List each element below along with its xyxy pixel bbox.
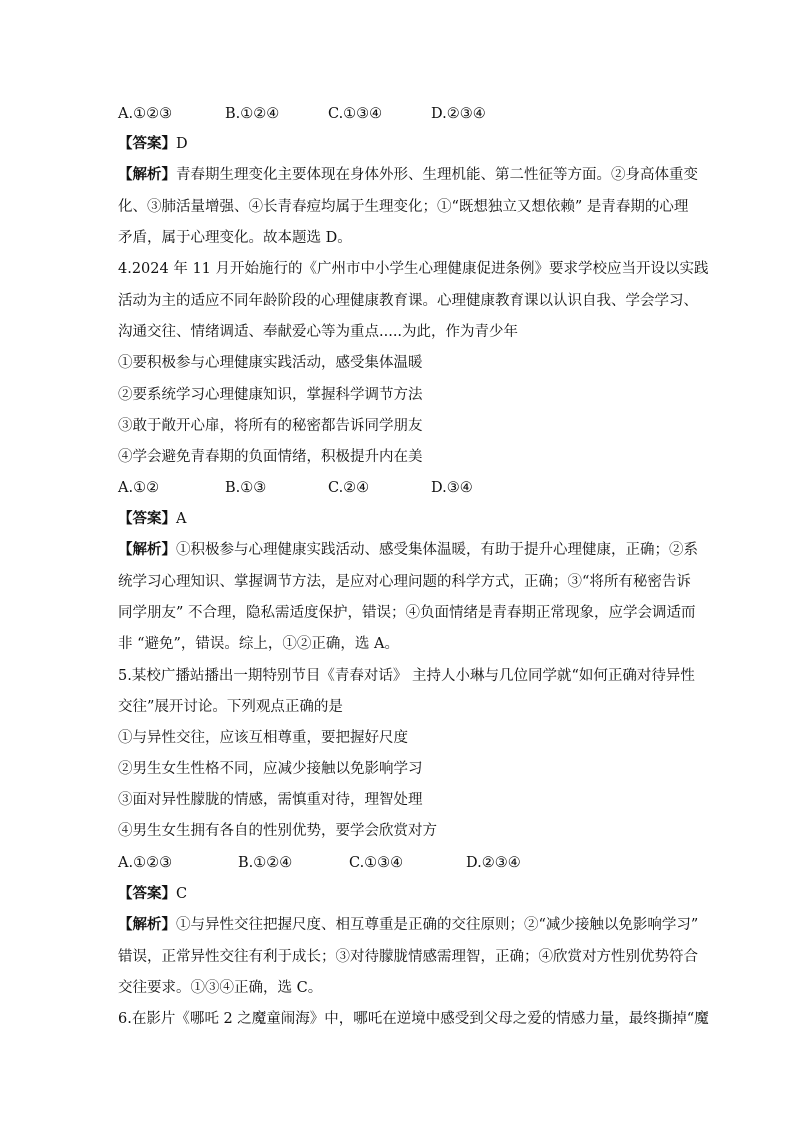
q4-item-4: ④学会避免青春期的负面情绪，积极提升内在美 [118,449,423,465]
q4-analysis-label: 【解析】 [118,541,176,558]
q3-answer-value: D [176,136,188,152]
q3-analysis-line-1: 【解析】青春期生理变化主要体现在身体外形、生理机能、第二性征等方面。②身高体重变 [118,166,698,183]
q5-option-b: B.①②④ [238,855,293,871]
q4-answer-label: 【答案】 [118,510,176,527]
q4-stem-line-2: 活动为主的适应不同年龄阶段的心理健康教育课。心理健康教育课以认识自我、学会学习、 [118,293,698,309]
q5-stem-line-1: 5.某校广播站播出一期特别节目《青春对话》 主持人小琳与几位同学就“如何正确对待异性 [118,668,695,684]
q5-item-4: ④男生女生拥有各自的性别优势，要学会欣赏对方 [118,823,437,839]
q4-option-a: A.①② [118,480,160,496]
q4-answer-value: A [176,511,187,527]
q3-option-b: B.①②④ [225,106,280,122]
q5-analysis-line-2: 错误，正常异性交往有利于成长；③对待朦胧情感需理智，正确；④欣赏对方性别优势符合 [118,949,698,965]
q5-answer-value: C [176,886,188,902]
q5-answer-label: 【答案】 [118,885,176,902]
q4-analysis-line-2: 统学习心理知识、掌握调节方法，是应对心理问题的科学方式，正确；③“将所有秘密告诉 [118,574,691,590]
q4-item-3: ③敢于敞开心扉，将所有的秘密都告诉同学朋友 [118,418,423,434]
q3-analysis-line-2: 化、③肺活量增强、④长青春痘均属于生理变化；①“既想独立又想依赖” 是青春期的心理 [118,199,689,215]
q6-stem-line-1: 6.在影片《哪吒 2 之魔童闹海》中，哪吒在逆境中感受到父母之爱的情感力量，最终撕掉“魔 [118,1011,709,1027]
q3-answer-label: 【答案】 [118,135,176,152]
q4-answer [118,509,186,529]
q5-option-c: C.①③④ [349,855,404,871]
q4-item-1: ①要积极参与心理健康实践活动，感受集体温暖 [118,355,423,371]
q3-option-c: C.①③④ [328,106,383,122]
q5-item-1: ①与异性交往，应该互相尊重，要把握好尺度 [118,730,408,746]
q4-item-2: ②要系统学习心理健康知识，掌握科学调节方法 [118,387,423,403]
q4-analysis-line-3: 同学朋友” 不合理，隐私需适度保护，错误；④负面情绪是青春期正常现象，应学会调适而 [118,605,696,621]
q4-option-b: B.①③ [225,480,267,496]
q3-analysis-line-3: 矛盾，属于心理变化。故本题选 D。 [118,230,352,246]
q5-analysis-line-3: 交往要求。①③④正确，选 C。 [118,980,323,996]
q4-analysis-line-1: 【解析】①积极参与心理健康实践活动、感受集体温暖，有助于提升心理健康，正确；②系 [118,541,698,558]
q4-option-d: D.③④ [431,480,473,496]
q5-option-d: D.②③④ [466,855,521,871]
q4-analysis-line-4: 非 “避免”，错误。综上，①②正确，选 A。 [118,636,400,652]
q5-analysis-label: 【解析】 [118,916,176,933]
q3-answer [118,134,188,154]
q4-stem-line-3: 沟通交往、情绪调适、奉献爱心等为重点.....为此，作为青少年 [118,324,519,340]
q5-stem-line-2: 交往”展开讨论。下列观点正确的是 [118,699,343,715]
q3-option-a: A.①②③ [118,106,173,122]
q5-item-3: ③面对异性朦胧的情感，需慎重对待，理智处理 [118,792,423,808]
q4-option-c: C.②④ [328,480,370,496]
q5-answer [118,884,187,904]
q3-option-d: D.②③④ [431,106,486,122]
q4-stem-line-1: 4.2024 年 11 月开始施行的《广州市中小学生心理健康促进条例》要求学校应当开设以实践 [118,261,709,277]
q5-analysis-line-1: 【解析】①与异性交往把握尺度、相互尊重是正确的交往原则；②“减少接触以免影响学习” [118,916,699,933]
q5-item-2: ②男生女生性格不同，应减少接触以免影响学习 [118,761,423,777]
q3-analysis-label: 【解析】 [118,166,176,183]
q5-option-a: A.①②③ [118,855,173,871]
